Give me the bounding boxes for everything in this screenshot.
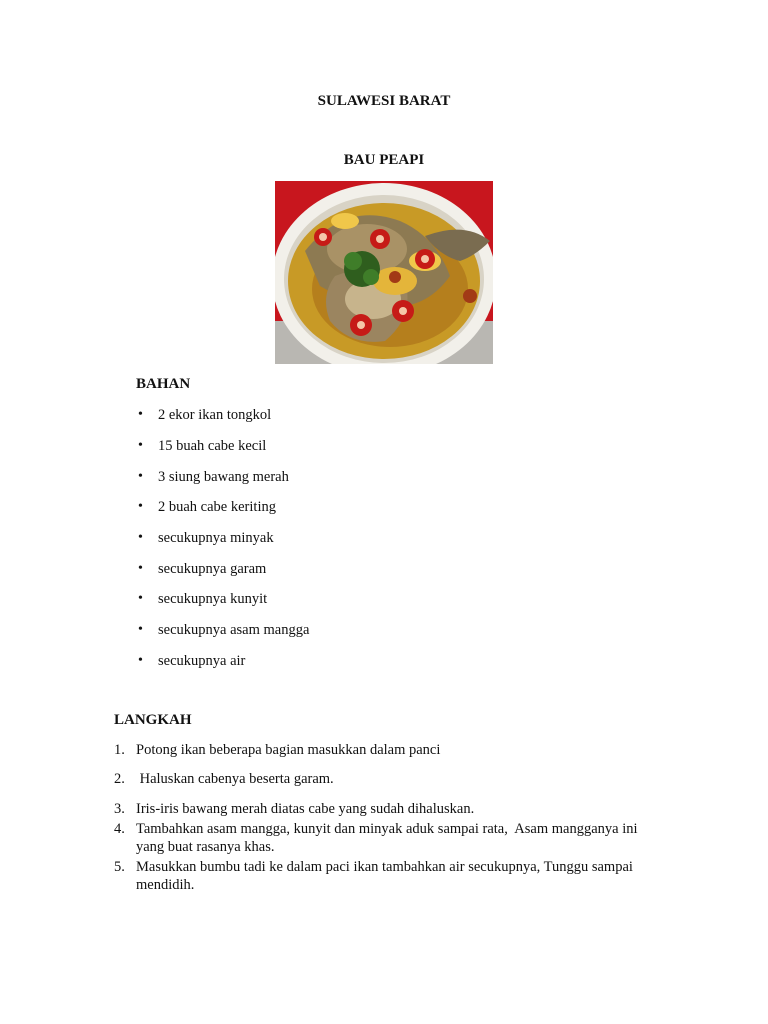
- bullet-icon: •: [138, 561, 143, 576]
- bullet-icon: •: [138, 622, 143, 637]
- ingredients-heading: BAHAN: [136, 376, 191, 392]
- ingredient-item: secukupnya garam: [158, 561, 267, 577]
- ingredient-item: 15 buah cabe kecil: [158, 438, 267, 454]
- bullet-icon: •: [138, 530, 143, 545]
- dish-title: BAU PEAPI: [343, 152, 425, 168]
- step-number: 3.: [114, 801, 125, 817]
- step-text: Tambahkan asam mangga, kunyit dan minyak aduk sampai rata, Asam mangganya ini: [136, 821, 638, 837]
- step-number: 4.: [114, 821, 125, 837]
- step-text-continued: mendidih.: [136, 877, 195, 893]
- ingredient-item: secukupnya air: [158, 653, 246, 669]
- ingredient-item: 2 ekor ikan tongkol: [158, 407, 272, 423]
- bullet-icon: •: [138, 469, 143, 484]
- step-text: Potong ikan beberapa bagian masukkan dalam panci: [136, 742, 441, 758]
- step-number: 2.: [114, 771, 125, 787]
- ingredient-item: secukupnya asam mangga: [158, 622, 310, 638]
- bullet-icon: •: [138, 591, 143, 606]
- step-text-continued: yang buat rasanya khas.: [136, 839, 275, 855]
- ingredient-item: secukupnya minyak: [158, 530, 274, 546]
- ingredient-item: 3 siung bawang merah: [158, 469, 289, 485]
- region-title: SULAWESI BARAT: [317, 93, 451, 109]
- bullet-icon: •: [138, 499, 143, 514]
- step-number: 1.: [114, 742, 125, 758]
- bullet-icon: •: [138, 653, 143, 668]
- bullet-icon: •: [138, 407, 143, 422]
- steps-heading: LANGKAH: [114, 712, 192, 728]
- ingredient-item: secukupnya kunyit: [158, 591, 268, 607]
- step-number: 5.: [114, 859, 125, 875]
- fish-soup-dish-photo: [275, 181, 493, 364]
- step-text: Haluskan cabenya beserta garam.: [136, 771, 334, 787]
- bullet-icon: •: [138, 438, 143, 453]
- step-text: Masukkan bumbu tadi ke dalam paci ikan tambahkan air secukupnya, Tunggu sampai: [136, 859, 633, 875]
- ingredient-item: 2 buah cabe keriting: [158, 499, 276, 515]
- step-text: Iris-iris bawang merah diatas cabe yang sudah dihaluskan.: [136, 801, 475, 817]
